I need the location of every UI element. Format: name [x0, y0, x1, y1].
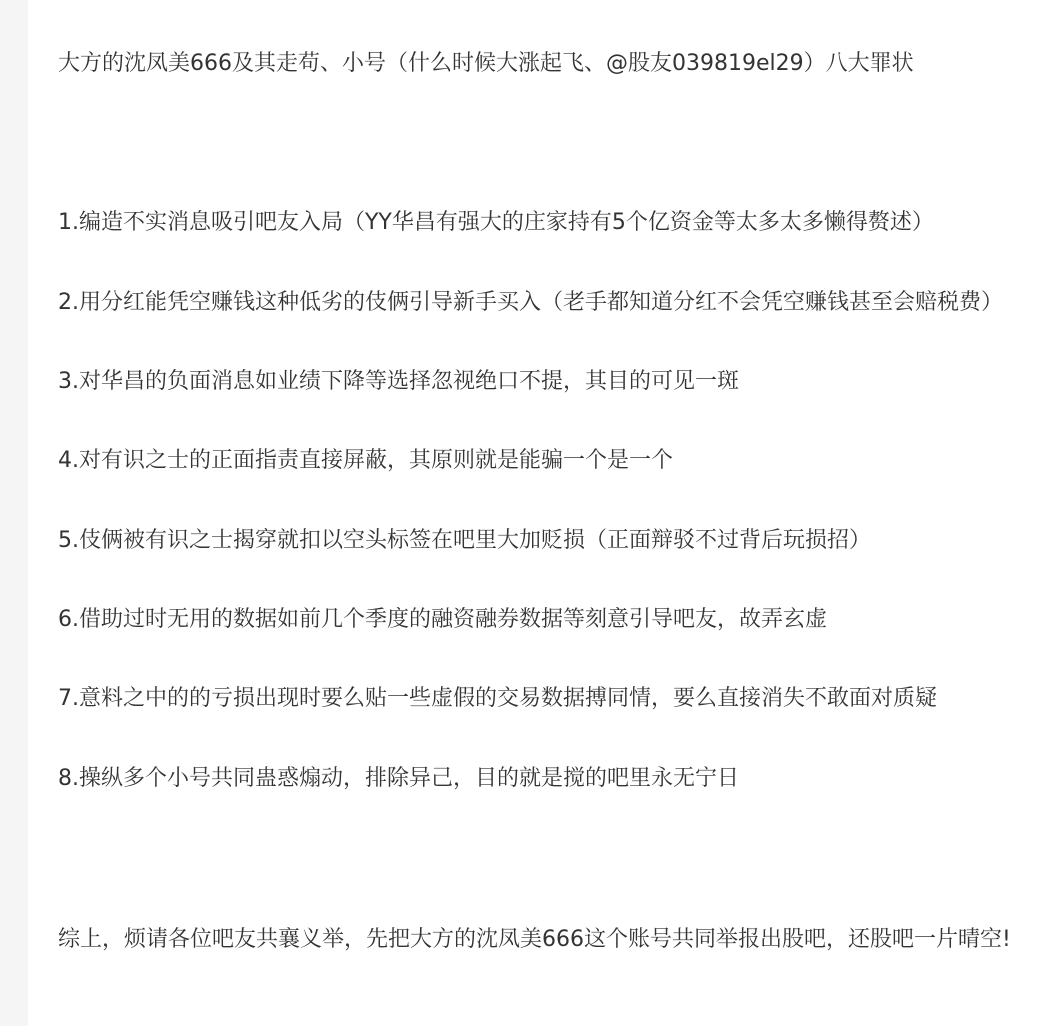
post-body	[28, 0, 1045, 1026]
post-conclusion: 综上，烦请各位吧友共襄义举，先把大方的沈凤美666这个账号共同举报出股吧，还股吧一片晴空!	[58, 927, 1011, 952]
post-title: 大方的沈凤美666及其走苟、小号（什么时候大涨起飞、@股友039819el29）八大罪状	[58, 51, 914, 76]
list-item-8: 8.操纵多个小号共同蛊惑煽动，排除异己，目的就是搅的吧里永无宁日	[58, 766, 739, 791]
list-item-2: 2.用分红能凭空赚钱这种低劣的伎俩引导新手买入（老手都知道分红不会凭空赚钱甚至会赔税费）	[58, 290, 1003, 315]
list-item-3: 3.对华昌的负面消息如业绩下降等选择忽视绝口不提，其目的可见一斑	[58, 369, 739, 394]
list-item-5: 5.伎俩被有识之士揭穿就扣以空头标签在吧里大加贬损（正面辩驳不过背后玩损招）	[58, 528, 871, 553]
list-item-1: 1.编造不实消息吸引吧友入局（YY华昌有强大的庄家持有5个亿资金等太多太多懒得赘述）	[58, 210, 934, 235]
list-item-4: 4.对有识之士的正面指责直接屏蔽，其原则就是能骗一个是一个	[58, 448, 673, 473]
left-margin-strip	[0, 0, 28, 1026]
list-item-7: 7.意料之中的的亏损出现时要么贴一些虚假的交易数据搏同情，要么直接消失不敢面对质疑	[58, 686, 937, 711]
list-item-6: 6.借助过时无用的数据如前几个季度的融资融券数据等刻意引导吧友，故弄玄虚	[58, 607, 827, 632]
